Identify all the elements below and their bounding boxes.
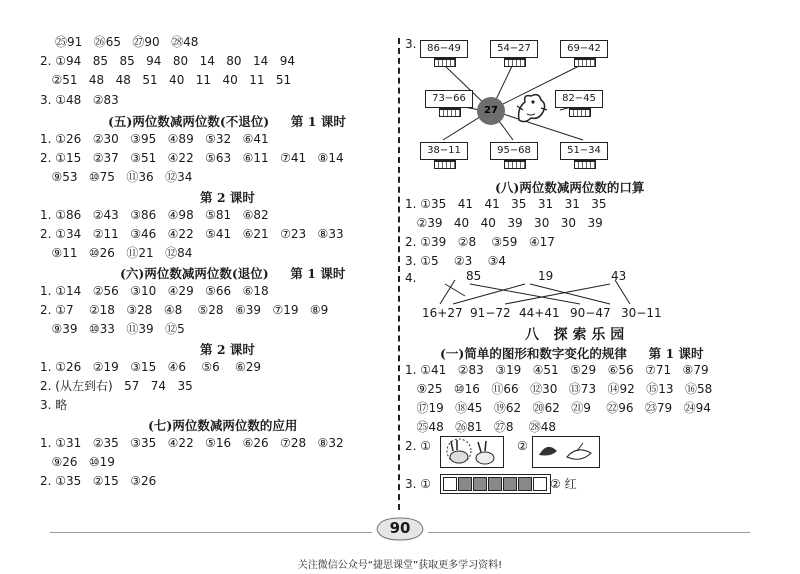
lesson-heading-2b: 第 2 课时 xyxy=(200,342,255,357)
bottom-expression: 44+41 xyxy=(519,306,560,320)
question-2-label: 2. ① xyxy=(405,439,432,453)
birds-picture xyxy=(532,436,600,468)
section-heading-5: (五)两位数减两位数(不退位) 第 1 课时 xyxy=(108,114,346,129)
question-2-part-2: ② xyxy=(517,439,528,453)
question-3b-label: 3. ① xyxy=(405,477,432,491)
left-line-19: 2. ①35 ②15 ③26 xyxy=(40,474,157,488)
footer-rule-right xyxy=(428,532,750,533)
top-number: 43 xyxy=(611,269,627,283)
rabbit-icon xyxy=(441,437,503,467)
left-line-9: 2. ①34 ②11 ③46 ④22 ⑤41 ⑥21 ⑦23 ⑧33 xyxy=(40,227,344,241)
color-squares-row xyxy=(440,474,551,494)
hoop-board: 86−49 xyxy=(420,40,470,66)
left-line-18: ⑨26 ⑩19 xyxy=(40,455,115,469)
lesson-heading-2a: 第 2 课时 xyxy=(200,190,255,205)
left-line-1: ㉕91 ㉖65 ㉗90 ㉘48 xyxy=(55,35,199,49)
left-line-4: 3. ①48 ②83 xyxy=(40,93,119,107)
right-line-3: 2. ①39 ②8 ③59 ④17 xyxy=(405,235,555,249)
hoop-board: 69−42 xyxy=(560,40,610,66)
hoop-board: 51−34 xyxy=(560,142,610,168)
hoop-board: 82−45 xyxy=(555,90,605,116)
bottom-expression: 30−11 xyxy=(621,306,662,320)
left-line-11: 1. ①14 ②56 ③10 ④29 ⑤66 ⑥18 xyxy=(40,284,269,298)
question-3-label: 3. xyxy=(405,37,417,51)
bottom-expression: 90−47 xyxy=(570,306,611,320)
square xyxy=(443,477,457,491)
dragon-mascot-icon xyxy=(513,90,549,126)
left-line-16: 3. 略 xyxy=(40,398,68,412)
question-4-label: 4. xyxy=(405,271,417,285)
hoop-board: 38−11 xyxy=(420,142,470,168)
left-line-2: 2. ①94 85 85 94 80 14 80 14 94 xyxy=(40,54,295,68)
square xyxy=(503,477,517,491)
page-number: 90 xyxy=(389,519,411,537)
right-line-6: 1. ①41 ②83 ③19 ④51 ⑤29 ⑥56 ⑦71 ⑧79 xyxy=(405,363,709,377)
bird-icon xyxy=(533,437,599,467)
page-number-badge xyxy=(373,516,427,542)
left-line-6: 2. ①15 ②37 ③51 ④22 ⑤63 ⑥11 ⑦41 ⑧14 xyxy=(40,151,344,165)
right-line-7: ⑨25 ⑩16 ⑪66 ⑫30 ⑬73 ⑭92 ⑮13 ⑯58 xyxy=(405,382,713,396)
right-line-1: 1. ①35 41 41 35 31 31 35 xyxy=(405,197,607,211)
square xyxy=(473,477,487,491)
square xyxy=(458,477,472,491)
left-line-12: 2. ①7 ②18 ③28 ④8 ⑤28 ⑥39 ⑦19 ⑧9 xyxy=(40,303,329,317)
footer-note: 关注微信公众号“捷思课堂”获取更多学习资料! xyxy=(297,560,503,571)
rabbit-picture xyxy=(440,436,504,468)
left-line-14: 1. ①26 ②19 ③15 ④6 ⑤6 ⑥29 xyxy=(40,360,262,374)
right-line-9: ㉕48 ㉖81 ㉗8 ㉘48 xyxy=(405,420,557,434)
hoop-board: 95−68 xyxy=(490,142,540,168)
left-line-7: ⑨53 ⑩75 ⑪36 ⑫34 xyxy=(40,170,193,184)
left-line-15: 2. (从左到右) 57 74 35 xyxy=(40,379,193,393)
left-line-13: ⑨39 ⑩33 ⑪39 ⑫5 xyxy=(40,322,185,336)
section-heading-7: (七)两位数减两位数的应用 xyxy=(148,418,298,433)
question-3b-answer: ② 红 xyxy=(550,477,577,491)
unit-title: 八 探 索 乐 园 xyxy=(525,327,625,343)
basketball-icon: 27 xyxy=(477,97,505,125)
square xyxy=(518,477,532,491)
section-heading-unit-8-1: (一)简单的图形和数字变化的规律 第 1 课时 xyxy=(440,346,704,361)
bottom-expression: 16+27 xyxy=(422,306,463,320)
square xyxy=(488,477,502,491)
left-line-3: ②51 48 48 51 40 11 40 11 51 xyxy=(40,73,292,87)
square xyxy=(533,477,547,491)
hoop-board: 54−27 xyxy=(490,40,540,66)
right-line-2: ②39 40 40 39 30 30 39 xyxy=(405,216,603,230)
hoop-board: 73−66 xyxy=(425,90,475,116)
left-line-10: ⑨11 ⑩26 ⑪21 ⑫84 xyxy=(40,246,193,260)
section-heading-8: (八)两位数减两位数的口算 xyxy=(495,180,645,195)
left-line-8: 1. ①86 ②43 ③86 ④98 ⑤81 ⑥82 xyxy=(40,208,269,222)
top-number: 85 xyxy=(466,269,482,283)
right-line-8: ⑰19 ⑱45 ⑲62 ⑳62 ㉑9 ㉒96 ㉓79 ㉔94 xyxy=(405,401,711,415)
footer-rule-left xyxy=(50,532,372,533)
bottom-expression: 91−72 xyxy=(470,306,511,320)
left-line-5: 1. ①26 ②30 ③95 ④89 ⑤32 ⑥41 xyxy=(40,132,269,146)
top-number: 19 xyxy=(538,269,554,283)
right-line-4: 3. ①5 ②3 ③4 xyxy=(405,254,506,268)
section-heading-6: (六)两位数减两位数(退位) 第 1 课时 xyxy=(120,266,346,281)
left-line-17: 1. ①31 ②35 ③35 ④22 ⑤16 ⑥26 ⑦28 ⑧32 xyxy=(40,436,344,450)
